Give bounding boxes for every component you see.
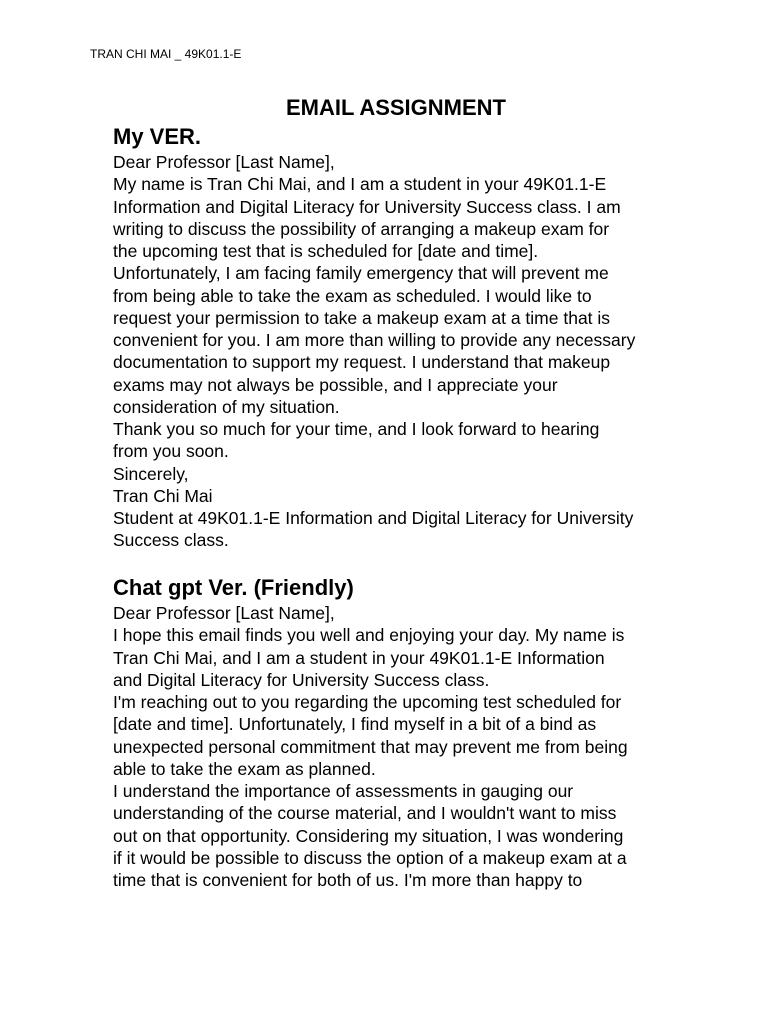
text-line: documentation to support my request. I understand that makeup bbox=[113, 352, 611, 373]
section-my-version bbox=[113, 122, 693, 552]
text-line: request your permission to take a makeup exam at a time that is bbox=[113, 307, 611, 328]
text-line: I'm reaching out to you regarding the upcoming test scheduled for bbox=[113, 692, 622, 712]
text-line: understanding of the course material, and I wouldn't want to miss bbox=[113, 803, 617, 824]
text-line: Dear Professor [Last Name], bbox=[113, 152, 335, 172]
text-line: consideration of my situation. bbox=[113, 396, 340, 417]
text-line: Information and Digital Literacy for University Success class. I am bbox=[113, 196, 621, 217]
text-line: Tran Chi Mai bbox=[113, 485, 213, 506]
text-line: able to take the exam as planned. bbox=[113, 758, 376, 779]
section-heading: My VER. bbox=[113, 124, 202, 149]
text-line: Tran Chi Mai, and I am a student in your 49K01.1-E Information bbox=[113, 647, 605, 668]
text-line: from being able to take the exam as scheduled. I would like to bbox=[113, 285, 592, 306]
text-line: the upcoming test that is scheduled for [date and time]. bbox=[113, 241, 539, 261]
text-line: Thank you so much for your time, and I look forward to hearing bbox=[113, 419, 600, 439]
text-line: convenient for you. I am more than willing to provide any necessary bbox=[113, 330, 636, 350]
text-line: writing to discuss the possibility of arranging a makeup exam for bbox=[113, 218, 610, 239]
text-line: and Digital Literacy for University Success class. bbox=[113, 669, 490, 690]
page-header: TRAN CHI MAI _ 49K01.1-E bbox=[90, 47, 242, 61]
section-chatgpt-version bbox=[113, 573, 693, 891]
text-line: exams may not always be possible, and I appreciate your bbox=[113, 374, 558, 395]
text-line: Sincerely, bbox=[113, 463, 189, 484]
email-body bbox=[113, 602, 693, 891]
text-line: I understand the importance of assessments in gauging our bbox=[113, 781, 574, 801]
text-line: [date and time]. Unfortunately, I find myself in a bit of a bind as bbox=[113, 714, 597, 735]
text-line: I hope this email finds you well and enjoying your day. My name is bbox=[113, 625, 625, 646]
text-line: time that is convenient for both of us. I'm more than happy to bbox=[113, 870, 583, 890]
text-line: Student at 49K01.1-E Information and Digital Literacy for University bbox=[113, 508, 634, 528]
document-title: EMAIL ASSIGNMENT bbox=[285, 95, 506, 120]
text-line: from you soon. bbox=[113, 441, 229, 462]
email-body bbox=[113, 151, 693, 552]
text-line: Unfortunately, I am facing family emergency that will prevent me bbox=[113, 263, 609, 284]
text-line: if it would be possible to discuss the option of a makeup exam at a bbox=[113, 847, 627, 868]
section-heading: Chat gpt Ver. (Friendly) bbox=[113, 575, 354, 600]
text-line: out on that opportunity. Considering my situation, I was wondering bbox=[113, 825, 624, 846]
text-line: My name is Tran Chi Mai, and I am a student in your 49K01.1-E bbox=[113, 174, 607, 195]
text-line: unexpected personal commitment that may prevent me from being bbox=[113, 736, 628, 757]
text-line: Success class. bbox=[113, 530, 229, 551]
text-line: Dear Professor [Last Name], bbox=[113, 603, 335, 623]
